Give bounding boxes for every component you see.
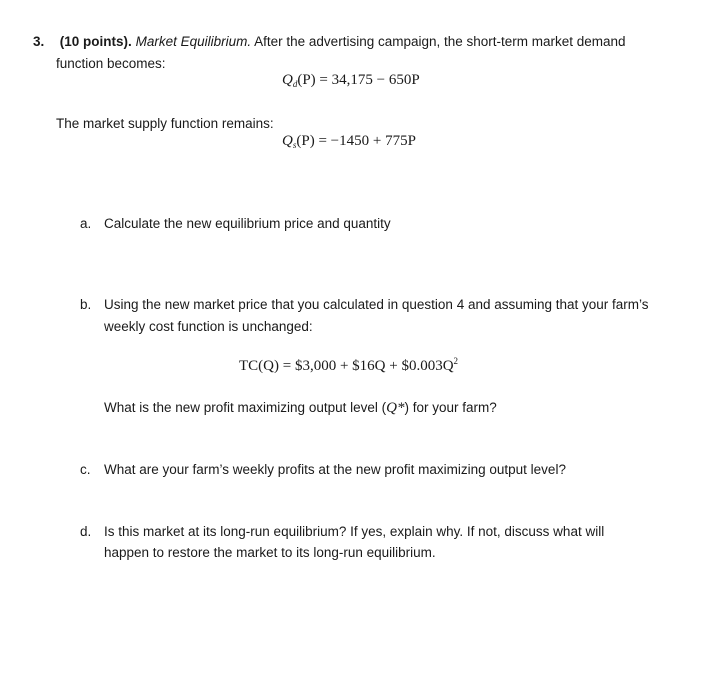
part-b-question-math: Q* bbox=[386, 400, 405, 416]
part-a-label: a. bbox=[80, 216, 92, 231]
part-b-line1: Using the new market price that you calculated in question 4 and assuming that your farm’s bbox=[104, 297, 649, 312]
demand-sub: d bbox=[292, 79, 298, 89]
question-points: (10 points). bbox=[59, 34, 132, 49]
part-c-label: c. bbox=[80, 462, 91, 477]
part-c-text: What are your farm’s weekly profits at the new profit maximizing output level? bbox=[104, 462, 566, 477]
supply-rhs: (P) = −1450 + 775P bbox=[296, 133, 416, 149]
demand-equation bbox=[282, 72, 420, 89]
part-d-line2: happen to restore the market to its long-run equilibrium. bbox=[104, 545, 436, 560]
question-intro-line1: After the advertising campaign, the short-term market demand bbox=[254, 34, 626, 49]
demand-rhs: (P) = 34,175 − 650P bbox=[297, 72, 420, 88]
cost-function-expr: TC(Q) = $3,000 + $16Q + $0.003Q bbox=[239, 358, 454, 374]
part-b-line2: weekly cost function is unchanged: bbox=[104, 319, 313, 334]
supply-sub: s bbox=[292, 140, 297, 150]
part-a-text: Calculate the new equilibrium price and quantity bbox=[104, 216, 391, 231]
part-d-label: d. bbox=[80, 524, 92, 539]
question-number: 3. bbox=[33, 34, 45, 49]
part-b-question bbox=[104, 400, 497, 417]
supply-equation bbox=[282, 133, 416, 150]
demand-lhs: Q bbox=[282, 72, 293, 88]
supply-lhs: Q bbox=[282, 133, 293, 149]
supply-intro: The market supply function remains: bbox=[56, 116, 274, 131]
question-topic: Market Equilibrium. bbox=[135, 34, 252, 49]
question-header bbox=[33, 34, 626, 49]
part-d-line1: Is this market at its long-run equilibrium? If yes, explain why. If not, discuss what will bbox=[104, 524, 605, 539]
cost-function bbox=[239, 358, 458, 375]
part-b-question-pre: What is the new profit maximizing output level ( bbox=[104, 400, 387, 415]
cost-function-exponent: 2 bbox=[453, 356, 459, 366]
question-intro-line2: function becomes: bbox=[56, 56, 166, 71]
part-b-label: b. bbox=[80, 297, 92, 312]
part-b-question-post: ) for your farm? bbox=[404, 400, 497, 415]
